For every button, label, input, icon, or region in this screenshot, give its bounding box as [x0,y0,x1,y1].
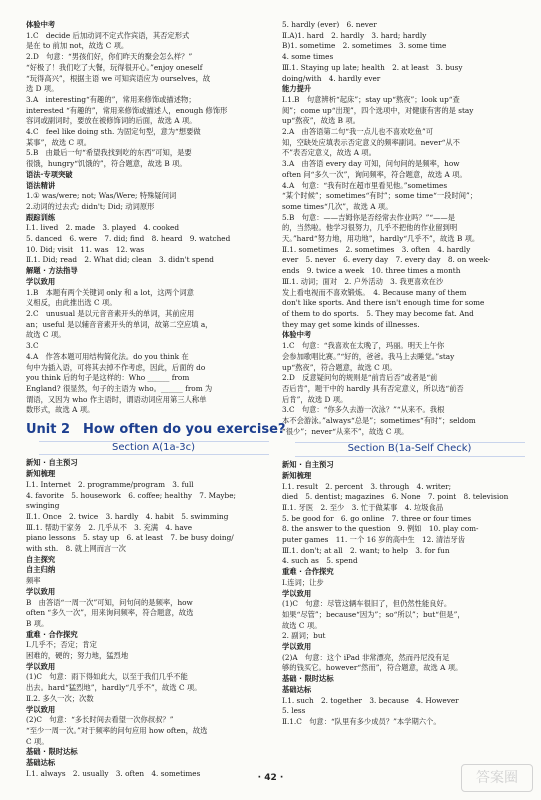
answer-line: 5.B 句意：——吉姆你是否经常去作业吗？”“——是 [282,212,456,222]
answer-line: “至少一周一次。”对于频率的问句应用 how often，故选 [26,726,208,735]
answer-line: England? 很显然，句子的主语为 who。______ from 为 [26,383,213,393]
section-heading: 能力提升 [282,84,312,94]
answer-line: 4.C feel like doing sth. 为固定句型，意为“想要做 [26,127,201,137]
section-heading: 新知 · 自主预习 [282,460,334,470]
answer-line: 4.A 作答本题可用结构简化法。do you think 在 [26,351,189,361]
section-a-title: Section A(1a-3c) [39,441,269,456]
answer-line: (1)C 句意：尽管这辆车很旧了，但仍然性能良好。 [282,599,452,609]
section-a-heading [26,441,281,456]
answer-line: 数形式，故选 A 项。 [26,405,95,415]
answer-line: up“熬夜”，故选 B 项。 [282,116,360,126]
answer-line: 天。”hard“努力地，用功地”，hardly“几乎不”，故选 B 项。 [282,234,480,244]
section-heading: 自主归纳 [26,565,56,575]
section-heading: 体验中考 [282,330,312,340]
answer-line: 4.A 句意：“我有时在超市里看见他。”sometimes [282,180,448,190]
answer-line: often 问“多久一次”，询问频率，符合题意，故选 A 项。 [282,169,467,179]
answer-line: 频率 [26,576,41,586]
answer-line: up“熬夜”，符合题意，故选 C 项。 [282,362,397,372]
answer-line: 2.C unusual 是以元音音素开头的单词，其前应用 [26,308,195,318]
section-heading: 新知 · 自主预习 [26,458,78,468]
answer-line: (2)A 句意：这个 iPad 非常漂亮，然而丹尼没有足 [282,652,450,662]
section-heading: 学以致用 [26,704,56,714]
answer-line: 知，空缺处应填表示否定意义的频率副词。never“从不 [282,137,460,147]
answer-line: with sth. 8. 就上网而言一次 [26,544,126,554]
answer-line: 5. hardly (ever) 6. never [282,20,377,29]
answer-line: Ⅰ.连词；让步 [282,577,324,587]
answer-line: 1.B 本题有两个关键词 only 和 a lot，这两个词意 [26,287,194,297]
page-number: · 42 · [257,773,284,783]
answer-line: 的，当然啦。他学习很努力，几乎不把他的作业留到明 [282,223,458,233]
answer-line: “玩得高兴”，根据主语 we 可知宾语应为 ourselves，故 [26,73,211,83]
section-heading: 学以致用 [282,588,312,598]
answer-line: puter games 11. 一个 16 岁的高中生 12. 清洁牙齿 [282,535,466,545]
answer-line: Ⅱ.2. 多久一次；次数 [26,693,94,703]
answer-line: 故选 C 项。 [282,620,322,630]
answer-line: Ⅰ.1. always 2. usually 3. often 4. sometimes [26,768,201,778]
section-b-heading [282,442,537,457]
answer-line: Ⅰ.1. Internet 2. programme/program 3. full [26,479,194,489]
section-heading: 解题 · 方法指导 [26,266,78,276]
section-b-answer-block [282,460,537,728]
section-heading: 重难 · 合作探究 [282,567,334,577]
answer-line: 4. some times [282,52,334,62]
answer-line: 2.动词的过去式; didn't; Did; 动词原形 [26,201,155,211]
answer-line: 够的钱买它。however“然而”，符合题意，故选 A 项。 [282,663,463,673]
answer-line: 容词或副词时，要放在被修饰词的后面，故选 A 项。 [26,116,197,126]
answer-line: 后肯”，故选 D 项。 [282,394,348,404]
answer-line: 义相反，由此推出选 C 项。 [26,298,117,308]
answer-line: 5.B 由最后一句“希望我找到吃的东西”可知，是要 [26,148,192,158]
answer-line: piano lessons 5. stay up 6. at least 7. be busy doing/ [26,533,234,543]
section-b-title: Section B(1a-Self Check) [295,442,525,457]
answer-line: 发上看电视而不喜欢锻炼。 4. Because many of them [282,287,467,297]
answer-line: 选 D 项。 [26,84,59,94]
answer-line: 如果“尽管”；because“因为”；so“所以”；but“但是”， [282,609,465,619]
answer-line: 3.C 句意：“你多久去游一次泳？”“从来不。我根 [282,405,445,415]
answer-line: 是在 to 前加 not，故选 C 项。 [26,41,129,51]
answer-line: “某个时候”；sometimes“有时”；some time“一段时间”； [282,191,478,201]
answer-line: died 5. dentist; magazines 6. None 7. point 8. television [282,492,509,502]
answer-line: “很少”；never“从来不”，故选 C 项。 [282,426,409,436]
answer-line: doing/with 4. hardly ever [282,73,381,83]
answer-line: Ⅱ.1.C 句意：“队里有多少成员？”本学期六个。 [282,717,441,726]
answer-line: (1)C 句意：雨下得如此大，以至于我们几乎不能 [26,672,188,682]
answer-line: 5. be good for 6. go online 7. three or four times [282,513,472,523]
answer-line: ever 5. never 6. every day 7. every day 8. on week- [282,255,491,265]
answer-line: 2.A 由答语第二句“我一点儿也不喜欢吃鱼”可 [282,127,434,137]
section-heading: 跟踪训练 [26,212,56,222]
answer-line: Ⅰ.1. lived 2. made 3. played 4. cooked [26,223,180,233]
answer-line: 否后肯”，题干中的 hardly 具有否定意义，所以选“前否 [282,383,464,393]
section-heading: 重难 · 合作探究 [26,629,78,639]
answer-line: 困难的，硬的；努力地，猛烈地 [26,651,129,661]
section-heading: 基础达标 [282,684,312,694]
answer-line: 1.C 句意：“我喜欢在太晚了，玛丽。明天上午你 [282,341,445,351]
answer-line: 2. 副词；but [282,631,326,641]
answer-line: Ⅱ.1. sometimes 2. sometimes 3. often 4. hardly [282,244,471,254]
left-column [26,20,286,780]
answer-line: you think 后的句子是这样的：Who ______ from [26,373,190,383]
answer-line: Ⅱ.1. Once 2. twice 3. hardly 4. habit 5. swimming [26,511,229,521]
answer-line: swinging [26,501,60,511]
answer-line: 5. danced 6. were 7. did; find 8. heard 9. watched [26,234,231,244]
unit-title: Unit 2 How often do you exercise? [26,422,286,438]
answer-line: 故选 C 项。 [26,330,66,340]
answer-line: 4. such as 5. spend [282,556,358,566]
answer-line: B 项。 [26,618,49,628]
answer-line: B 由答语“一周一次”可知，问句问的是频率，how [26,597,193,607]
section-heading: 自主探究 [26,554,56,564]
answer-line: 5. less [282,706,306,716]
answer-line: Ⅰ.几乎不；否定；肯定 [26,640,97,650]
answer-line: some times“几次”，故选 A 项。 [282,201,393,211]
section-heading: 学以致用 [282,642,312,652]
answer-line: don't like sports. And there isn't enough time for some [282,298,485,308]
answer-line: 谓语，又因为 who 作主语时，谓语动词应用第三人称单 [26,394,207,404]
answer-line: 不”表否定意义，故选 A 项。 [282,148,376,158]
answer-line: (2)C 句意：“多长时间去看望一次你叔叔？” [26,715,174,725]
answer-line: 很饿，hungry“饥饿的”，符合题意，故选 B 项。 [26,159,187,169]
section-heading: 学以致用 [26,661,56,671]
answer-line: of them to do sports. 5. They may become fat. And [282,308,474,318]
section-heading: 学以致用 [26,276,56,286]
answer-line: 2.D 句意：“男孩们好，你们昨天的聚会怎么样？” [26,52,193,62]
answer-line: 8. the answer to the question 9. 例如 10. play com- [282,524,479,534]
answer-line: Ⅱ.1. Did; read 2. What did; clean 3. didn't spend [26,255,214,265]
answer-line: 10. Did; visit 11. was 12. was [26,244,145,254]
answer-line: 2.D 反意疑问句的规则是“前肯后否”或者是“前 [282,373,438,383]
answer-line: Ⅲ.1. 帮助干家务 2. 几乎从不 3. 充满 4. have [26,522,193,532]
answer-line: Ⅱ.A)1. hard 2. hardly 3. hard; hardly [282,30,427,40]
answer-line: 出去。hard“猛烈地”，hardly“几乎不”，故选 C 项。 [26,683,202,693]
answer-line: 句中为插入语，可将其去掉不作考虑，因此，后面的 do [26,362,206,372]
answer-line: Ⅲ.1. don't; at all 2. want; to help 3. for fun [282,545,450,555]
section-heading: 语法·专项突破 [26,169,73,179]
section-heading: 语法精讲 [26,180,56,190]
answer-line: “好极了！我们吃了大餐，玩得很开心。”enjoy oneself [26,62,203,72]
answer-line: 阅”；come up“出现”，四个选项中，对健康有害的是 stay [282,105,474,115]
answer-line: Ⅱ.1. 牙医 2. 至少 3. 忙于做某事 4. 垃圾食品 [282,502,444,512]
answer-line: often “多久一次”，用来询问频率，符合题意，故选 [26,608,194,618]
left-answer-block [26,20,281,416]
right-answer-block [282,20,537,437]
section-heading: 基础 · 限时达标 [26,747,78,757]
answer-line: interested “有趣的”，常用来修饰或描述人，enough 修饰形 [26,105,228,115]
section-heading: 体验中考 [26,20,56,29]
answer-line: Ⅲ.1. Staying up late; health 2. at least 3. busy [282,62,463,72]
answer-line: C 项。 [26,736,49,746]
answer-line: 本不会游泳。”always“总是”；sometimes“有时”；seldom [282,416,476,426]
answer-line: 4. favorite 5. housework 6. coffee; healthy 7. Maybe; [26,490,236,500]
section-a-answer-block [26,458,281,779]
answer-line: 会参加歌唱比赛。”“好的，爸爸。我马上去睡觉。”stay [282,351,455,361]
answer-line: ends 9. twice a week 10. three times a month [282,266,461,276]
answer-line: Ⅰ.1. such 2. together 3. because 4. However [282,695,459,705]
answer-line: 某事”，故选 C 项。 [26,137,92,147]
answer-line: they may get some kinds of illnesses. [282,319,420,329]
answer-line: Ⅲ.1. 动词；面对 2. 户外活动 3. 我更喜欢在沙 [282,276,444,286]
answer-line: Ⅰ.1. result 2. percent 3. through 4. writer; [282,481,452,491]
answer-line: B)1. sometime 2. sometimes 3. some time [282,41,447,51]
answer-line: 3.A 由答语 every day 可知，问句问的是频率，how [282,159,460,169]
right-column [282,20,537,728]
answer-line: Ⅰ.1.B 句意辨析“起床”；stay up“熬夜”；look up“查 [282,94,460,104]
section-heading: 基础 · 限时达标 [282,674,334,684]
answer-line: an；useful 是以辅音音素开头的单词，故第二空应填 a， [26,319,213,329]
section-heading: 学以致用 [26,586,56,596]
answer-line: 1.① was/were; not; Was/Were; 特殊疑问词 [26,191,177,201]
answer-line: 3.C [26,341,39,351]
answer-line: 3.A interesting“有趣的”，常用来修饰或描述物； [26,94,196,104]
answer-line: 1.C decide 后加动词不定式作宾语，其否定形式 [26,30,190,40]
section-heading: 新知梳理 [26,469,56,479]
section-heading: 基础达标 [26,758,56,768]
watermark-logo: 答案圈 [461,764,533,792]
section-heading: 新知梳理 [282,470,312,480]
